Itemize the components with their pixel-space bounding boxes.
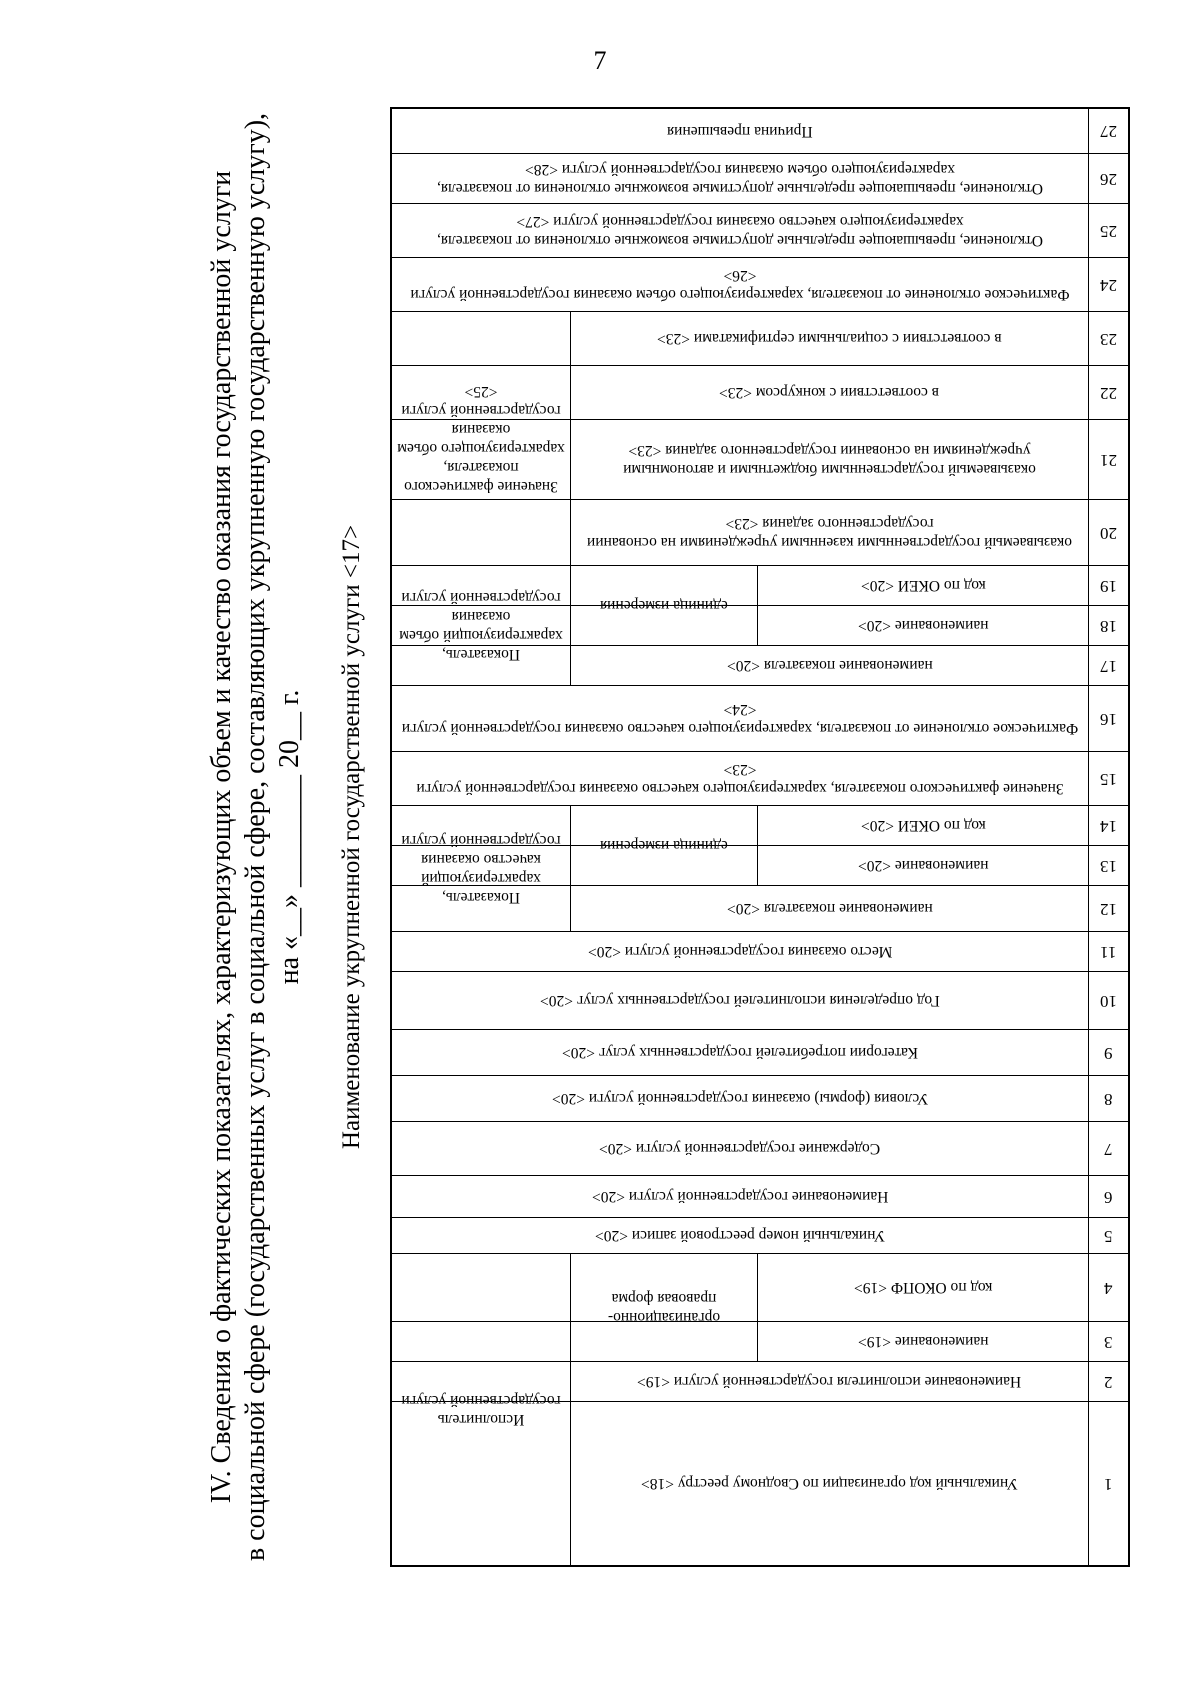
column-number-7: 7 xyxy=(1104,1139,1113,1159)
column-number-15: 15 xyxy=(1100,769,1117,789)
unit-volume-label: единица измерения xyxy=(600,597,728,614)
org-form-label: организационно-правовая форма xyxy=(607,1289,721,1326)
table-row xyxy=(392,931,1128,971)
column-header-9: Категории потребителей государственных услуг <20> xyxy=(561,1044,919,1061)
group-quality-indicator-label: Показатель, характеризующий качество оказания государственной услуги xyxy=(401,831,561,906)
unit-quality-group xyxy=(570,805,757,885)
column-number-2: 2 xyxy=(1104,1372,1113,1392)
column-header-25: Отклонение, превышающее предельные допустимые возможные отклонения от показателя, характеризующего качество оказания государственной услуги <27> xyxy=(436,212,1044,249)
column-header-14: код по ОКЕИ <20> xyxy=(860,817,986,834)
group-volume-indicator xyxy=(392,565,570,685)
column-header-27: Причина превышения xyxy=(667,122,813,140)
table-row xyxy=(392,971,1128,1029)
table-row xyxy=(392,257,1128,311)
title-line-2: в социальной сфере (государственных услуг в социальной сфере, составляющих укрупненную государственную услугу), xyxy=(240,112,271,1562)
table-row xyxy=(392,203,1128,257)
column-header-1: Уникальный код организации по Сводному реестру <18> xyxy=(641,1475,1018,1492)
column-number-4: 4 xyxy=(1104,1278,1113,1298)
column-header-15: Значение фактического показателя, характеризующего качество оказания государственной услуги <23> xyxy=(416,760,1064,797)
group-quality-indicator xyxy=(392,805,570,931)
indicators-table xyxy=(390,107,1130,1567)
column-number-19: 19 xyxy=(1100,576,1117,596)
column-number-13: 13 xyxy=(1100,856,1117,876)
table-row xyxy=(392,153,1128,203)
column-header-12: наименование показателя <20> xyxy=(726,900,933,917)
column-header-20: оказываемый государственными казенными учреждениями на основании государственного задания <23> xyxy=(586,514,1073,551)
column-header-21: оказываемый государственными бюджетными и автономными учреждениями на основании государственного задания <23> xyxy=(623,441,1036,478)
column-number-21: 21 xyxy=(1100,450,1117,470)
column-number-10: 10 xyxy=(1100,991,1117,1011)
table-row xyxy=(392,109,1128,153)
column-number-22: 22 xyxy=(1100,383,1117,403)
column-header-10: Год определения исполнителей государственных услуг <20> xyxy=(540,992,940,1009)
column-number-24: 24 xyxy=(1100,275,1117,295)
column-header-19: код по ОКЕИ <20> xyxy=(860,577,986,594)
column-header-6: Наименование государственной услуги <20> xyxy=(591,1188,889,1205)
column-header-18: наименование <20> xyxy=(857,617,989,634)
title-line-1: IV. Сведения о фактических показателях, характеризующих объем и качество оказания государственной услуги xyxy=(206,170,237,1504)
column-number-16: 16 xyxy=(1100,709,1117,729)
column-number-25: 25 xyxy=(1100,221,1117,241)
group-executor xyxy=(392,1253,570,1565)
group-actual-volume-label: Значение фактического показателя, характеризующего объем оказания государственной услуги <25> xyxy=(397,382,565,495)
table-row xyxy=(392,1175,1128,1217)
org-form-group xyxy=(570,1253,757,1361)
column-number-3: 3 xyxy=(1104,1332,1113,1352)
column-header-23: в соответствии с социальными сертификатами <23> xyxy=(657,330,1002,347)
group-volume-indicator-label: Показатель, характеризующий объем оказания государственной услуги xyxy=(399,588,563,663)
column-number-1: 1 xyxy=(1104,1474,1113,1494)
column-header-24: Фактическое отклонение от показателя, характеризующего объем оказания государственной услуги <26> xyxy=(410,266,1070,303)
column-number-27: 27 xyxy=(1100,122,1117,141)
group-actual-volume xyxy=(392,311,570,565)
column-header-4: код по ОКОПФ <19> xyxy=(853,1279,993,1296)
column-number-6: 6 xyxy=(1104,1187,1113,1207)
column-number-17: 17 xyxy=(1100,656,1117,676)
service-heading: Наименование укрупненной государственной услуги <17> xyxy=(338,524,365,1150)
column-header-8: Условия (формы) оказания государственной услуги <20> xyxy=(551,1090,929,1107)
column-header-5: Уникальный номер реестровой записи <20> xyxy=(594,1227,886,1244)
group-executor-label: Исполнитель государственной услуги xyxy=(401,1391,561,1428)
column-number-23: 23 xyxy=(1100,329,1117,349)
column-header-3: наименование <19> xyxy=(857,1333,989,1350)
column-header-16: Фактическое отклонение от показателя, характеризующего качество оказания государственной услуги <24> xyxy=(401,700,1079,737)
unit-volume-group xyxy=(570,565,757,645)
column-header-26: Отклонение, превышающее предельные допустимые возможные отклонения от показателя, характеризующего объем оказания государственной услуги <28> xyxy=(436,160,1044,197)
page-number: 7 xyxy=(593,46,607,75)
column-header-22: в соответствии с конкурсом <23> xyxy=(719,384,940,401)
column-number-11: 11 xyxy=(1100,942,1117,962)
column-header-17: наименование показателя <20> xyxy=(726,657,933,674)
column-number-5: 5 xyxy=(1104,1226,1113,1246)
table-row xyxy=(392,1075,1128,1121)
column-header-13: наименование <20> xyxy=(857,857,989,874)
column-number-12: 12 xyxy=(1100,899,1117,919)
column-number-8: 8 xyxy=(1104,1089,1113,1109)
column-header-2: Наименование исполнителя государственной услуги <19> xyxy=(637,1373,1022,1390)
unit-quality-label: единица измерения xyxy=(600,837,728,854)
table-row xyxy=(392,1029,1128,1075)
column-number-9: 9 xyxy=(1104,1043,1113,1063)
table-row xyxy=(392,751,1128,805)
table-row xyxy=(392,1217,1128,1253)
column-number-26: 26 xyxy=(1100,169,1117,189)
title-line-3: на «__» ________ 20__ г. xyxy=(274,689,305,985)
column-number-20: 20 xyxy=(1100,523,1117,543)
column-header-11: Место оказания государственной услуги <20> xyxy=(587,943,893,960)
table-row xyxy=(392,685,1128,751)
column-number-14: 14 xyxy=(1100,816,1117,836)
column-number-18: 18 xyxy=(1100,616,1117,636)
table-row xyxy=(392,1121,1128,1175)
column-header-7: Содержание государственной услуги <20> xyxy=(599,1140,881,1157)
